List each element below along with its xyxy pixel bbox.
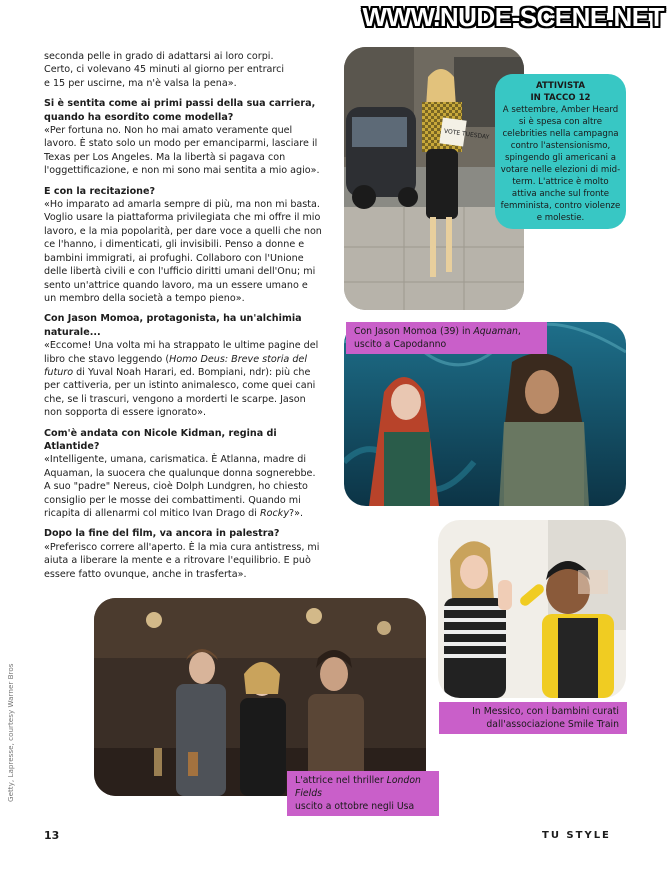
qa-block-4 (44, 427, 322, 521)
qa-block-5 (44, 527, 322, 581)
intro-paragraph: seconda pelle in grado di adattarsi ai loro corpi. Certo, ci volevano 45 minuti al giorno per entrarci e 15 per uscirne, ma n'è valsa la pena». (44, 51, 285, 89)
qa-block-1 (44, 97, 322, 177)
question-3: Con Jason Momoa, protagonista, ha un'alchimia naturale... (44, 313, 302, 338)
magazine-brand: TU STYLE (542, 830, 611, 841)
page-number: 13 (44, 829, 60, 842)
question-5: Dopo la fine del film, va ancora in palestra? (44, 528, 280, 540)
photo-mexico (438, 520, 626, 698)
sidebar-title-1: ATTIVISTA (536, 81, 585, 91)
sidebar-title-2: IN TACCO 12 (530, 93, 591, 103)
sidebar-body: A settembre, Amber Heard si è spesa con altre celebrities nella campagna contro l'astensionismo, spingendo gli americani a votare nelle elezioni di mid-term. L'attrice è molto attiva anche sul fronte femminista, contro violenze e molestie. (500, 105, 621, 223)
qa-block-2 (44, 185, 322, 306)
caption-mexico: In Messico, con i bambini curati dall'associazione Smile Train (439, 702, 627, 734)
sidebar-activist (495, 74, 626, 229)
photo-london-fields (94, 598, 426, 796)
caption-aquaman: Con Jason Momoa (39) in Aquaman, uscito a Capodanno (346, 322, 547, 354)
answer-5: «Preferisco correre all'aperto. È la mia cura antistress, mi aiuta a liberare la mente e a ritrovare l'equilibrio. E può essere fatto ovunque, anche in trasferta». (44, 541, 320, 580)
qa-block-3 (44, 312, 322, 419)
caption-london-fields: L'attrice nel thriller London Fields uscito a ottobre negli Usa (287, 771, 439, 816)
answer-2: «Ho imparato ad amarla sempre di più, ma non mi basta. Voglio usare la piattaforma privilegiata che mi offre il mio lavoro, e la mia popolarità, per dare voce a quelli che non ce l'hanno, i dimenticati, gli invisibili. Penso a donne e bambini immigrati, ai profughi. Collaboro con l'Unione delle libertà civili e con l'ufficio diritti umani dell'Onu; mi sento un'attrice quando lavoro, ma un essere umano e un membro della società a tempo pieno». (44, 199, 322, 304)
answer-3: «Eccome! Una volta mi ha strappato le ultime pagine del libro che stavo leggendo (Homo Deus: Breve storia del futuro di Yuval Noah Harari, ed. Bompiani, ndr): più che per cattiveria, per un istinto animalesco, come quei cani che, se li trascuri, vengono a morderti le scarpe. Jason non sopporta di essere ignorato». (44, 340, 319, 419)
article-column (44, 50, 322, 588)
answer-1: «Per fortuna no. Non ho mai amato veramente quel lavoro. È stato solo un modo per emanciparmi, lasciare il Texas per Los Angeles. Ma la libertà si pagava con l'oggettificazione, e non mi sono mai sentita a mio agio». (44, 125, 320, 177)
answer-4: «Intelligente, umana, carismatica. È Atlanna, madre di Aquaman, la suocera che qualunque donna sognerebbe. A suo "padre" Nereus, cioè Dolph Lundgren, ho chiesto consiglio per le mosse dei combattimenti. Quando mi ricapita di allenarmi col mitico Ivan Drago di Rocky?». (44, 454, 316, 519)
photo-credit: Getty, Lapresse, courtesy Warner Bros (6, 663, 15, 802)
question-4: Com'è andata con Nicole Kidman, regina di Atlantide? (44, 427, 277, 452)
sign-text: VOTE TUESDAY (443, 127, 490, 142)
watermark-text: WWW.NUDE-SCENE.NET (362, 2, 664, 32)
question-2: E con la recitazione? (44, 185, 156, 197)
question-1: Si è sentita come ai primi passi della sua carriera, quando ha esordito come modella? (44, 98, 316, 123)
